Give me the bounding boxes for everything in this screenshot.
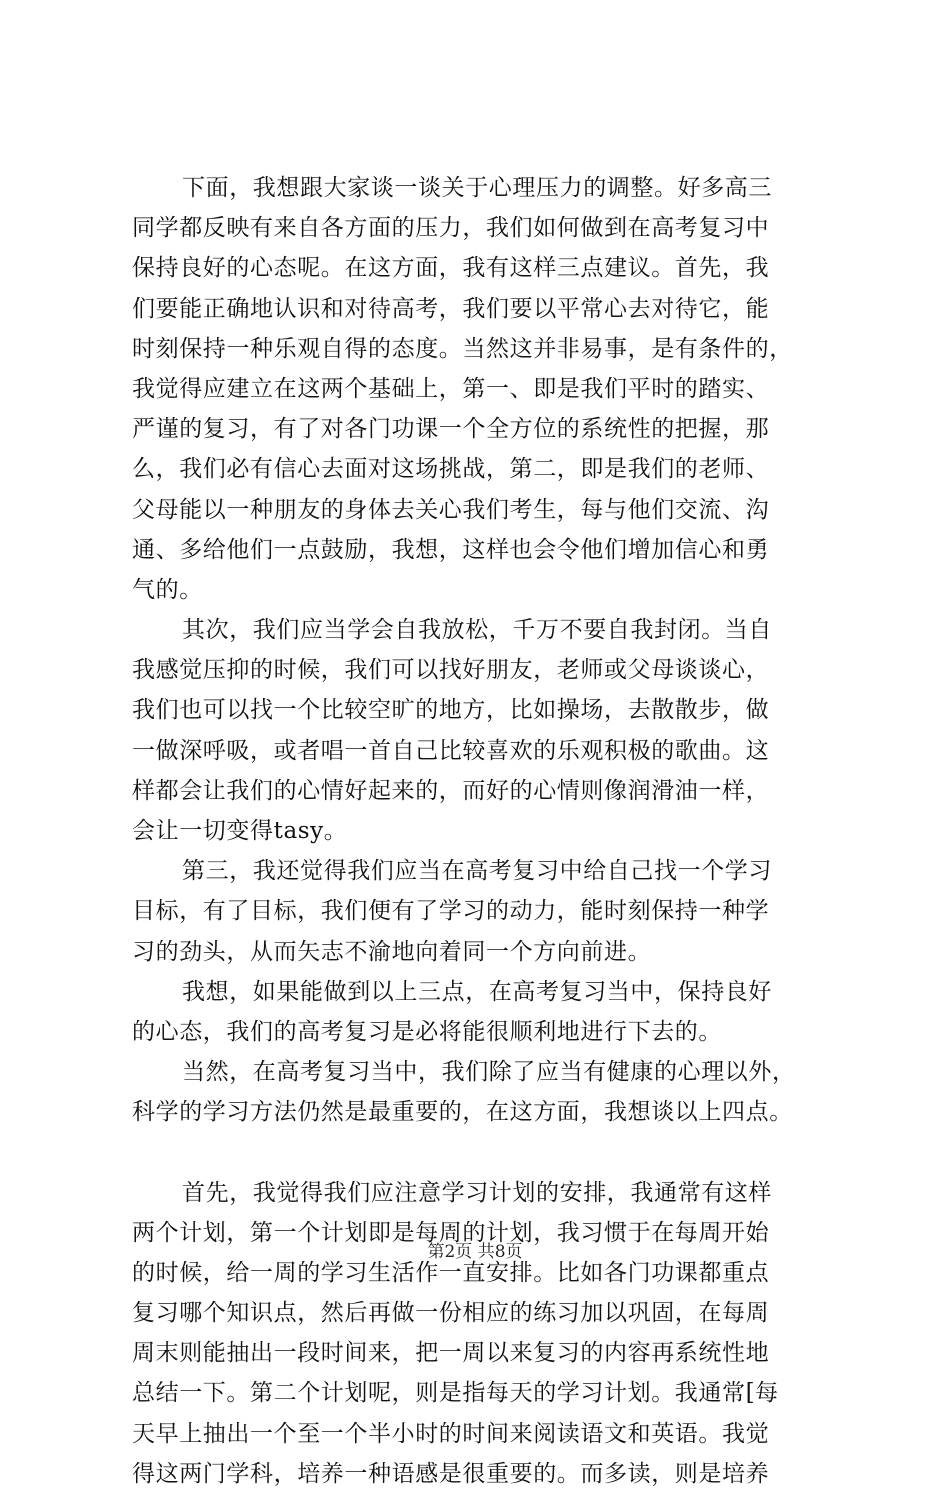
text-line: 目标，有了目标，我们便有了学习的动力，能时刻保持一种学 [132, 898, 770, 925]
text-line: 严谨的复习，有了对各门功课一个全方位的系统性的把握，那 [132, 416, 770, 443]
text-line: 同学都反映有来自各方面的压力，我们如何做到在高考复习中 [132, 215, 770, 242]
text-line: 周末则能抽出一段时间来，把一周以来复习的内容再系统性地 [132, 1340, 770, 1367]
text-line: 我感觉压抑的时候，我们可以找好朋友，老师或父母谈谈心， [132, 657, 770, 684]
text-line: 的心态，我们的高考复习是必将能很顺利地进行下去的。 [132, 1018, 722, 1045]
text-line: 习的劲头，从而矢志不渝地向着同一个方向前进。 [132, 938, 652, 965]
document-body [132, 168, 832, 1494]
text-line: 我们也可以找一个比较空旷的地方，比如操场，去散散步，做 [132, 697, 770, 724]
text-line: 两个计划，第一个计划即是每周的计划，我习惯于在每周开始 [132, 1219, 770, 1246]
text-line: 我想，如果能做到以上三点，在高考复习当中，保持良好 [182, 978, 772, 1005]
text-line: 得这两门学科，培养一种语感是很重要的。而多读，则是培养 [132, 1460, 770, 1487]
text-line: 科学的学习方法仍然是最重要的，在这方面，我想谈以上四点。 [132, 1099, 793, 1126]
text-line: 当然，在高考复习当中，我们除了应当有健康的心理以外， [182, 1059, 796, 1086]
text-line: 天早上抽出一个至一个半小时的时间来阅读语文和英语。我觉 [132, 1420, 770, 1447]
text-line: 会让一切变得tasy。 [132, 818, 348, 844]
page-number: 第2页 共8页 [427, 1242, 523, 1262]
text-line: 首先，我觉得我们应注意学习计划的安排，我通常有这样 [182, 1179, 772, 1206]
text-line: 总结一下。第二个计划呢，则是指每天的学习计划。我通常[每 [132, 1380, 779, 1407]
text-line: 复习哪个知识点，然后再做一份相应的练习加以巩固，在每周 [132, 1300, 770, 1327]
text-line: 的时候，给一周的学习生活作一直安排。比如各门功课都重点 [132, 1259, 770, 1286]
text-line: 样都会让我们的心情好起来的，而好的心情则像润滑油一样， [132, 777, 770, 804]
text-line: 其次，我们应当学会自我放松，千万不要自我封闭。当自 [182, 617, 772, 644]
text-line: 通、多给他们一点鼓励，我想，这样也会令他们增加信心和勇 [132, 536, 770, 563]
page-footer [0, 1240, 950, 1264]
text-line: 父母能以一种朋友的身体去关心我们考生，每与他们交流、沟 [132, 496, 770, 523]
paragraph-gap [132, 1133, 832, 1173]
text-line: 下面，我想跟大家谈一谈关于心理压力的调整。好多高三 [182, 175, 772, 201]
text-line: 一做深呼吸，或者唱一首自己比较喜欢的乐观积极的歌曲。这 [132, 737, 770, 764]
text-line: 气的。 [132, 576, 203, 603]
text-line: 们要能正确地认识和对待高考，我们要以平常心去对待它，能 [132, 295, 770, 322]
text-line: 么，我们必有信心去面对这场挑战，第二，即是我们的老师、 [132, 456, 770, 483]
text-line: 我觉得应建立在这两个基础上，第一、即是我们平时的踏实、 [132, 375, 770, 402]
text-line: 第三，我还觉得我们应当在高考复习中给自己找一个学习 [182, 858, 772, 885]
text-line: 时刻保持一种乐观自得的态度。当然这并非易事，是有条件的， [132, 335, 793, 362]
text-line: 保持良好的心态呢。在这方面，我有这样三点建议。首先，我 [132, 255, 770, 282]
